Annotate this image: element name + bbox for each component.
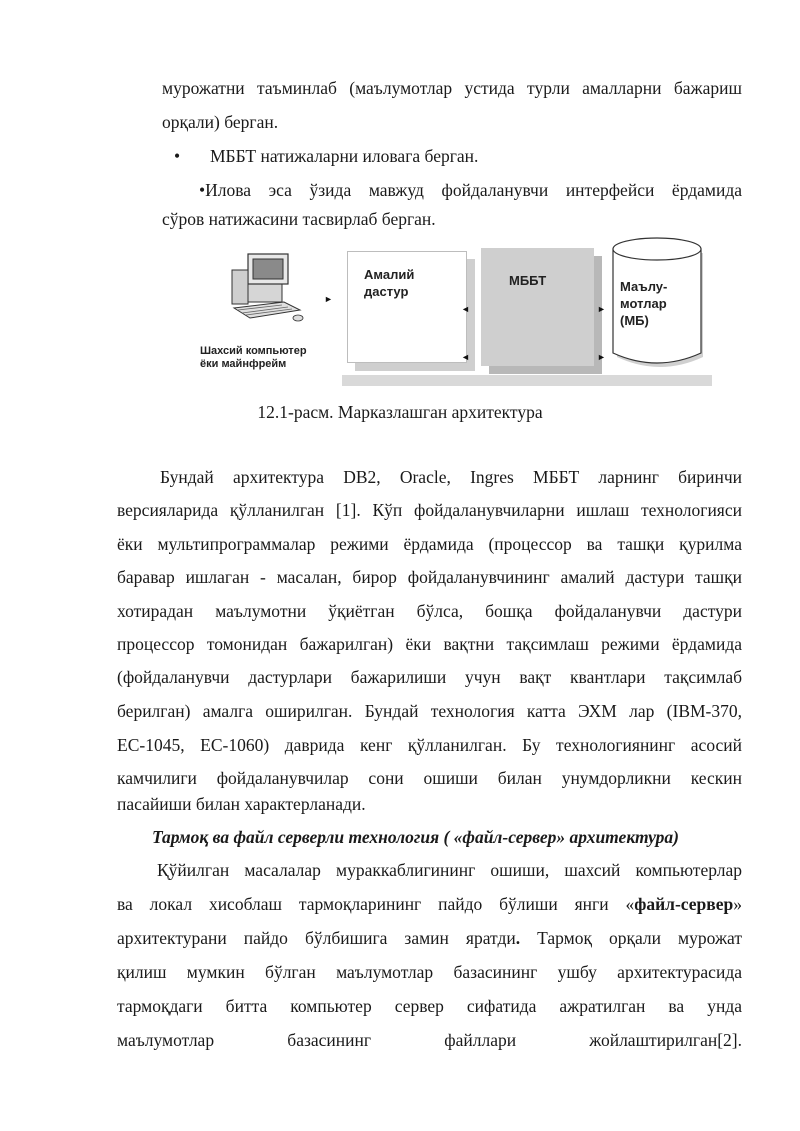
bullet-item: •Илова эса ўзида мавжуд фойдаланувчи интерфейси ёрдамида (199, 180, 742, 200)
text-span: Тармоқ орқали мурожат (520, 928, 742, 948)
bullet-item: МББТ натижаларни иловага берган. (210, 146, 479, 166)
text-line: мурожатни таъминлаб (маълумотлар устида турли амалларни бажариш (162, 78, 742, 98)
text-line: версияларида қўлланилган [1]. Кўп фойдаланувчиларни ишлаш технологияси (117, 500, 742, 520)
database-label-line: мотлар (620, 296, 667, 311)
bullet-mark: • (174, 146, 181, 166)
text-line: баравар ишлаган - масалан, бирор фойдаланувчининг амалий дастури ташқи (117, 567, 742, 587)
database-label (620, 278, 667, 329)
arrow-left-icon: ◄ (461, 352, 470, 362)
text-line (117, 894, 742, 915)
text-line: сўров натижасини тасвирлаб берган. (162, 209, 436, 229)
application-label: Амалий (364, 267, 415, 282)
architecture-diagram (190, 232, 730, 392)
text-span-bold: . (515, 928, 521, 948)
text-span: архитектурани пайдо бўлбишига замин яратди (117, 928, 516, 948)
diagram-shadow (342, 375, 712, 386)
arrow-right-icon: ► (324, 294, 333, 304)
database-label-line: (МБ) (620, 313, 649, 328)
text-line: (фойдаланувчи дастурлари бажарилиши учун вақт квантлари тақсимлаб (117, 667, 742, 687)
computer-label (200, 345, 307, 371)
computer-label-line: ёки майнфрейм (200, 358, 287, 370)
application-label: дастур (364, 284, 409, 299)
dbms-label: МББТ (509, 273, 547, 288)
text-line: хотирадан маълумотни ўқиётган бўлса, бошқа фойдаланувчи дастури (117, 601, 742, 621)
database-label-line: Маълу- (620, 279, 668, 294)
text-line: ёки мультипрограммалар режими ёрдамида (процессор ва ташқи қурилма (117, 534, 742, 554)
arrow-right-icon: ► (597, 304, 606, 314)
text-line: пасайиши билан характерланади. (117, 794, 366, 814)
text-span-bold: файл-сервер (634, 894, 734, 914)
text-line: ЕС-1045, ЕС-1060) даврида кенг қўлланилган. Бу технологиянинг асосий (117, 735, 742, 755)
dbms-box (481, 248, 594, 366)
text-line: процессор томонидан бажарилган) ёки вақтни тақсимлаш режими ёрдамида (117, 634, 742, 654)
section-heading: Тармоқ ва файл серверли технология ( «файл-сервер» архитектура) (152, 827, 679, 847)
text-span: ва локал хисоблаш тармоқларининг пайдо бўлиши янги « (117, 894, 635, 914)
text-line: тармоқдаги битта компьютер сервер сифатида ажратилган ва унда (117, 996, 742, 1016)
computer-label-line: Шахсий компьютер (200, 345, 307, 357)
arrow-left-icon: ◄ (461, 304, 470, 314)
text-line: орқали) берган. (162, 112, 279, 132)
text-line: камчилиги фойдаланувчилар сони ошиши билан унумдорликни кескин (117, 768, 742, 788)
text-line (117, 928, 742, 949)
application-box (347, 251, 467, 363)
text-line: Қўйилган масалалар мураккаблигининг ошиши, шахсий компьютерлар (157, 860, 742, 880)
arrow-right-icon: ► (597, 352, 606, 362)
text-line: қилиш мумкин бўлган маълумотлар базасининг ушбу архитектурасида (117, 962, 742, 982)
figure-caption: 12.1-расм. Марказлашган архитектура (257, 402, 543, 422)
text-span: » (733, 894, 742, 914)
text-line: маълумотлар базасининг файллари жойлаштирилган[2]. (117, 1030, 742, 1050)
computer-icon (228, 250, 306, 326)
text-line: берилган) амалга оширилган. Бундай технология катта ЭХМ лар (IBM-370, (117, 701, 742, 721)
text-line: Бундай архитектура DB2, Oracle, Ingres МББТ ларнинг биринчи (160, 467, 742, 487)
